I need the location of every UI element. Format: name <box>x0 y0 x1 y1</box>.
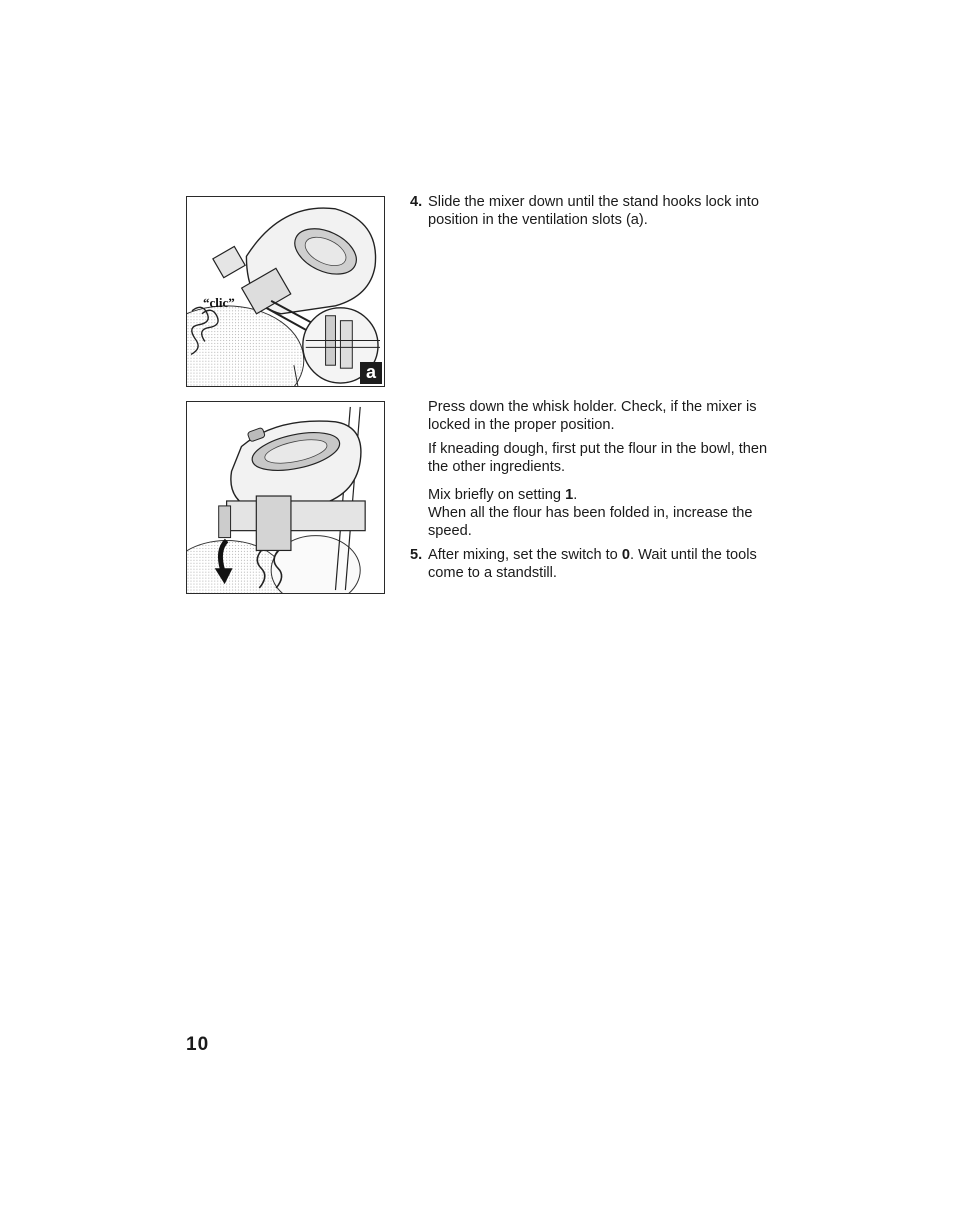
illustration-mixer-lock <box>186 196 385 387</box>
step-5-number: 5. <box>410 546 423 563</box>
press-whisk-paragraph: Press down the whisk holder. Check, if the mixer is locked in the proper position. <box>428 399 757 434</box>
step-4-number: 4. <box>410 194 423 210</box>
mix-briefly-suffix: . <box>573 486 578 503</box>
step-4 <box>410 193 780 230</box>
step-5-text <box>428 546 780 583</box>
increase-speed-paragraph: When all the flour has been folded in, increase the speed. <box>428 505 753 540</box>
mix-briefly-paragraph <box>428 486 780 504</box>
step-5 <box>410 546 780 583</box>
switch-value: 0 <box>621 546 630 563</box>
mixer-lock-drawing <box>187 197 384 386</box>
mix-briefly-prefix: Mix briefly on setting <box>428 486 566 503</box>
figure-label-a: a <box>360 362 382 384</box>
instructions-block-2 <box>410 398 780 583</box>
kneading-paragraph: If kneading dough, first put the flour in the bowl, then the other ingredients. <box>428 440 768 476</box>
page-number: 10 <box>186 1034 210 1055</box>
step-4-text: Slide the mixer down until the stand hooks lock into position in the ventilation slots (a). <box>428 194 759 229</box>
step-5-prefix: After mixing, set the switch to <box>428 546 622 563</box>
step-5-suffix: . Wait until the tools come to a standstill. <box>428 546 757 582</box>
illustration-press-whisk-holder <box>186 401 385 594</box>
setting-value: 1 <box>565 486 574 503</box>
clic-callout: “clic” <box>203 295 235 310</box>
press-holder-drawing <box>187 402 384 593</box>
